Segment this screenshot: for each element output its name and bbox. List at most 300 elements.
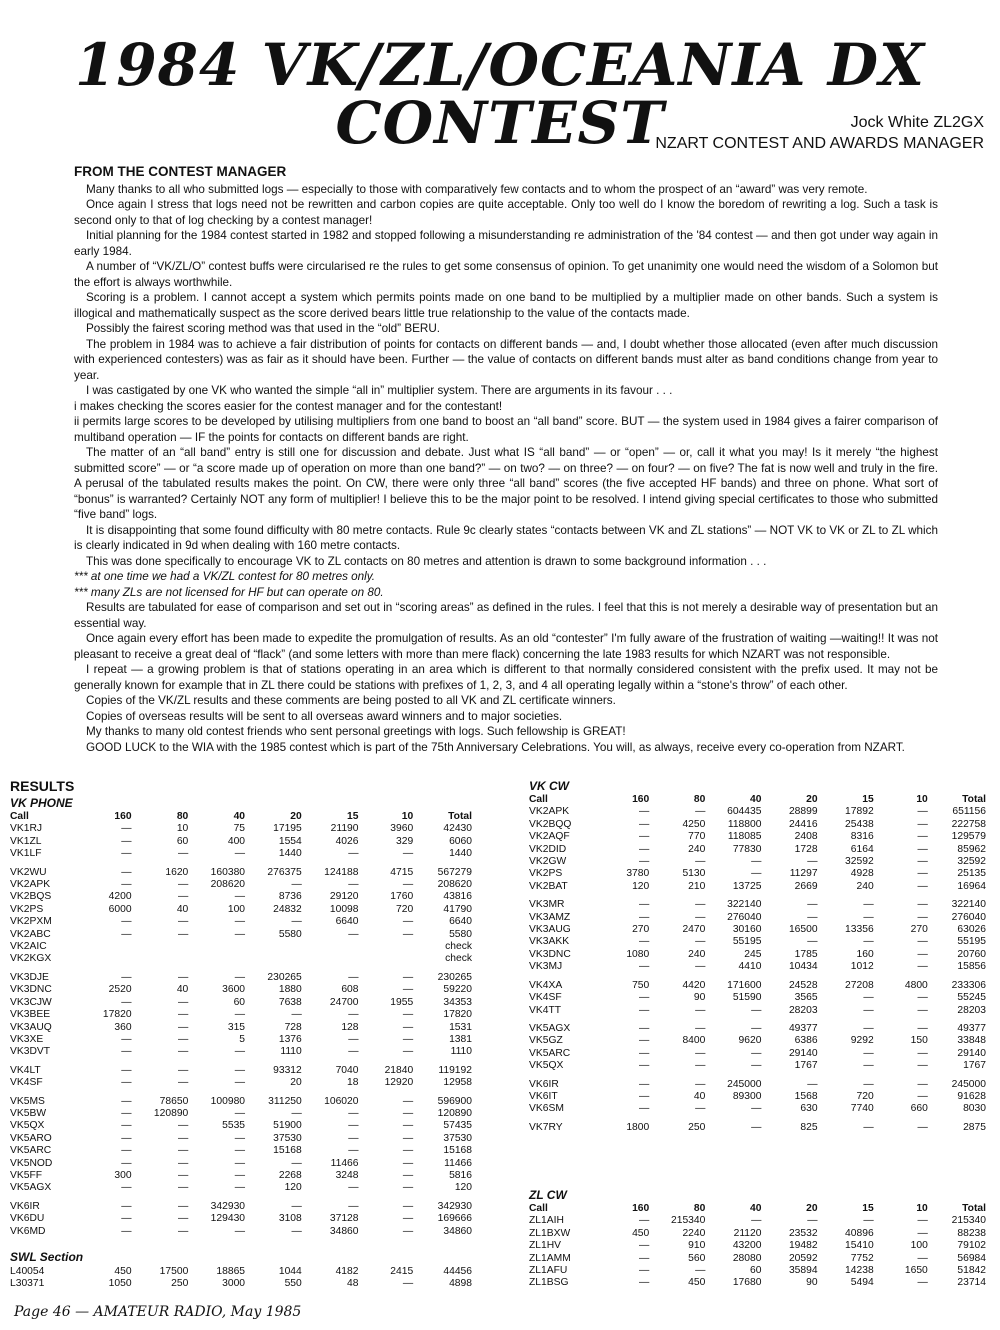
score-cell: 17820	[443, 1009, 472, 1021]
score-cell: —	[917, 1060, 928, 1072]
score-cell	[245, 953, 302, 965]
score-cell: —	[234, 1182, 246, 1194]
score-cell: 1050	[108, 1278, 132, 1290]
score-cell: 29140	[788, 1047, 818, 1059]
table-row	[10, 953, 472, 965]
score-cell: 55245	[957, 992, 986, 1004]
score-cell: 40	[176, 903, 189, 915]
score-cell: 124188	[324, 866, 359, 878]
table-row	[529, 1060, 986, 1072]
score-cell: 25438	[845, 818, 874, 830]
score-cell: 27208	[845, 979, 874, 991]
score-cell: 13356	[845, 924, 874, 936]
score-cell: 276040	[951, 911, 986, 923]
score-cell: —	[178, 1009, 189, 1021]
score-cell: 120	[284, 1182, 302, 1194]
score-cell: —	[638, 831, 650, 843]
call-sign-cell: VK3DVT	[10, 1046, 51, 1058]
score-cell: 4410	[738, 961, 762, 973]
score-cell: —	[234, 1132, 246, 1144]
table-row	[10, 1046, 472, 1058]
score-cell: —	[917, 843, 928, 855]
score-cell: —	[638, 992, 650, 1004]
score-cell: 11466	[444, 1157, 472, 1169]
score-cell: —	[638, 899, 650, 911]
score-cell: 17820	[102, 1009, 132, 1021]
author-role: NZART CONTEST AND AWARDS MANAGER	[655, 135, 984, 152]
score-cell: 1531	[449, 1021, 472, 1033]
score-cell: 171600	[727, 979, 762, 991]
call-sign-cell: ZL1HV	[529, 1240, 562, 1252]
page-footer: Page 46 — AMATEUR RADIO, May 1985	[14, 1304, 302, 1320]
score-cell: 450	[632, 1227, 650, 1239]
call-sign-cell: VK3DNC	[10, 984, 52, 996]
score-cell: 78650	[159, 1095, 189, 1107]
score-cell: —	[234, 1107, 246, 1119]
author-name: Jock White ZL2GX	[850, 114, 984, 131]
score-cell: 16500	[788, 924, 818, 936]
score-cell: —	[178, 1132, 189, 1144]
score-cell: —	[121, 996, 132, 1008]
score-cell: 79102	[957, 1240, 986, 1252]
score-cell: 2240	[682, 1227, 706, 1239]
score-cell: —	[402, 1182, 414, 1194]
score-cell: —	[402, 1021, 414, 1033]
article-paragraph: A number of “VK/ZL/O” contest buffs were circularised re the rules to get some consensus of opinion. To get unanimity one would need the wisdom of a Solomon but the effort is always worthwhile.	[74, 260, 938, 289]
table-row	[529, 819, 986, 831]
score-cell: 10434	[788, 961, 818, 973]
score-cell: 24528	[788, 979, 818, 991]
article-heading: FROM THE CONTEST MANAGER	[74, 164, 287, 179]
table-row	[529, 1253, 986, 1265]
score-cell: —	[178, 928, 189, 940]
score-cell: 85962	[957, 843, 986, 855]
call-sign-cell: VK6MD	[10, 1225, 46, 1237]
score-cell: 1728	[794, 843, 818, 855]
score-cell: —	[751, 1215, 762, 1227]
call-sign-cell: VK5BW	[10, 1107, 47, 1119]
table-row	[10, 1022, 472, 1034]
score-cell: 5	[239, 1033, 246, 1045]
score-cell: 55195	[732, 936, 762, 948]
score-cell: —	[348, 848, 359, 860]
table-row	[529, 992, 986, 1004]
score-cell: 2415	[390, 1266, 414, 1277]
score-cell: 25135	[957, 868, 986, 880]
score-cell: —	[178, 1077, 189, 1089]
score-cell: —	[807, 1078, 818, 1090]
call-sign-cell: VK5ARO	[10, 1132, 52, 1144]
score-cell: —	[291, 1225, 302, 1237]
call-sign-cell: VK4SF	[10, 1077, 43, 1089]
score-cell: 1440	[449, 848, 472, 860]
score-cell: —	[178, 1046, 189, 1058]
call-sign-cell: VK6IT	[529, 1090, 558, 1102]
score-cell: —	[121, 848, 132, 860]
score-cell: —	[638, 1004, 650, 1016]
score-cell: —	[178, 1169, 189, 1181]
score-cell: 20760	[957, 948, 986, 960]
score-cell: —	[402, 971, 414, 983]
score-cell: —	[348, 971, 359, 983]
score-cell: —	[121, 916, 132, 928]
score-cell: 4800	[904, 979, 928, 991]
table-row	[10, 1145, 472, 1157]
table-row	[529, 1023, 986, 1035]
zl-cw-table	[529, 1203, 986, 1290]
score-cell: —	[121, 1095, 132, 1107]
score-cell: 43200	[732, 1240, 762, 1252]
article-paragraph: Once again every effort has been made to expedite the promulgation of results. As an old “contester” I'm fully aware of the frustration of waiting —waiting!! It was not pleasant to receive a great deal of “flack” (and some letters with more than mere flack) concerning the late 1983 results for which NZART was not responsible.	[74, 632, 938, 661]
table-row	[529, 881, 986, 893]
score-cell: —	[638, 1060, 650, 1072]
score-cell: —	[638, 1103, 650, 1115]
score-cell: 450	[114, 1266, 132, 1277]
score-cell: —	[402, 1200, 414, 1212]
zl-cw-heading: ZL CW	[529, 1188, 567, 1202]
score-cell: —	[402, 848, 414, 860]
table-row	[529, 1091, 986, 1103]
score-cell: 42430	[443, 823, 472, 835]
score-cell: —	[695, 1004, 706, 1016]
score-cell: 660	[910, 1103, 928, 1115]
table-row	[529, 980, 986, 992]
article-paragraph: Many thanks to all who submitted logs — especially to those with comparatively few contacts and to whom the prospect of an “award” was very remote.	[86, 182, 868, 196]
table-row	[10, 1120, 472, 1132]
score-cell: 28080	[732, 1252, 762, 1264]
score-cell: 20592	[788, 1252, 818, 1264]
score-cell: —	[751, 1060, 762, 1072]
score-cell: 8316	[850, 831, 874, 843]
score-cell: 342930	[210, 1200, 246, 1212]
article-paragraph: This was done specifically to encourage VK to ZL contacts on 80 metres and attention is drawn to some background information . . .	[86, 554, 767, 568]
score-cell: —	[234, 1077, 246, 1089]
score-cell: 276040	[727, 911, 762, 923]
table-row	[529, 1005, 986, 1017]
score-cell: —	[234, 1225, 246, 1237]
call-sign-cell: VK2ABC	[10, 928, 51, 940]
article-body	[74, 164, 938, 755]
score-cell: 250	[688, 1121, 706, 1133]
table-row	[529, 1122, 986, 1134]
call-sign-cell: VK6IR	[529, 1078, 559, 1090]
score-cell: —	[121, 1200, 132, 1212]
score-cell: —	[178, 879, 189, 891]
score-cell: 88238	[957, 1227, 986, 1239]
score-cell: —	[638, 1078, 650, 1090]
score-cell: —	[638, 843, 650, 855]
score-cell: —	[121, 971, 132, 983]
score-cell: —	[917, 1004, 928, 1016]
call-sign-cell: VK5ARC	[529, 1047, 571, 1059]
score-cell: —	[917, 961, 928, 973]
score-cell: —	[863, 899, 874, 911]
score-cell	[188, 953, 245, 965]
article-paragraphs	[74, 182, 938, 756]
swl-heading: SWL Section	[10, 1250, 84, 1264]
score-cell: —	[695, 1078, 706, 1090]
score-cell: —	[348, 1200, 359, 1212]
table-row	[10, 1034, 472, 1046]
call-sign-cell: VK5AGX	[10, 1182, 52, 1194]
score-cell: 5130	[682, 868, 706, 880]
score-cell: 8400	[682, 1035, 706, 1047]
score-cell: 41790	[443, 903, 472, 915]
score-cell: 89300	[732, 1090, 762, 1102]
score-cell: 40	[176, 984, 189, 996]
score-cell: —	[863, 911, 874, 923]
score-cell: 1800	[626, 1121, 650, 1133]
score-cell	[132, 953, 189, 965]
score-cell: —	[121, 1132, 132, 1144]
column-header: 20	[806, 1203, 818, 1214]
article-paragraph: Initial planning for the 1984 contest started in 1982 and stopped following a misunderstanding re administration of the '84 contest — and then got under way again in early 1984.	[74, 229, 938, 258]
score-cell: 245	[744, 948, 762, 960]
score-cell: —	[348, 1033, 359, 1045]
score-cell: —	[638, 1240, 650, 1252]
score-cell: —	[638, 1022, 650, 1034]
score-cell: 4420	[682, 979, 706, 991]
score-cell: 34860	[443, 1225, 472, 1237]
score-cell: 215340	[951, 1215, 986, 1227]
article-paragraph: *** at one time we had a VK/ZL contest for 80 metres only.	[74, 570, 376, 583]
score-cell: —	[807, 936, 818, 948]
article-paragraph: Once again I stress that logs need not be rewritten and carbon copies are quite acceptable. Only too well do I know the boredom of rewriting a log. Such a task is second only to that of log checking by a contest manager!	[74, 198, 938, 227]
call-sign-cell: VK2APK	[10, 879, 51, 891]
call-sign-cell: VK3AKK	[529, 936, 570, 948]
score-cell: 32592	[957, 856, 986, 868]
table-row	[10, 1170, 472, 1182]
score-cell: 32592	[845, 856, 874, 868]
column-header: 15	[862, 1203, 874, 1214]
score-cell: 120	[454, 1182, 472, 1194]
score-cell: —	[234, 928, 246, 940]
call-sign-cell: VK2BAT	[529, 880, 568, 892]
score-cell: 34860	[329, 1225, 359, 1237]
column-header: 20	[806, 794, 818, 805]
score-cell: —	[178, 1213, 189, 1225]
call-sign-cell: VK1LF	[10, 848, 42, 860]
article-title: 1984 VK/ZL/OCEANIA DX CONTEST	[74, 31, 926, 157]
score-cell: 118085	[727, 831, 762, 843]
table-row	[529, 1228, 986, 1240]
score-cell: —	[917, 1090, 928, 1102]
score-cell: —	[402, 928, 414, 940]
call-sign-cell: VK5ARC	[10, 1145, 52, 1157]
score-cell	[302, 941, 359, 953]
score-cell: —	[638, 856, 650, 868]
call-sign-cell: VK5NOD	[10, 1157, 53, 1169]
table-row	[529, 961, 986, 973]
score-cell: 3780	[626, 868, 650, 880]
score-cell: 91628	[957, 1090, 986, 1102]
score-cell: 129430	[210, 1213, 246, 1225]
score-cell: —	[917, 992, 928, 1004]
call-sign-cell: VK3MR	[529, 899, 565, 911]
score-cell: —	[121, 928, 132, 940]
score-cell: 233306	[951, 979, 986, 991]
call-sign-cell: VK2KGX	[10, 953, 52, 965]
score-cell: 215340	[670, 1215, 706, 1227]
score-cell: —	[291, 1200, 302, 1212]
score-cell: 19482	[788, 1240, 818, 1252]
score-cell: —	[402, 1033, 414, 1045]
score-cell: 18	[347, 1077, 359, 1089]
score-cell: —	[178, 848, 189, 860]
score-cell: —	[863, 1215, 874, 1227]
score-cell: —	[638, 1265, 650, 1277]
column-header: 160	[632, 794, 650, 805]
call-sign-cell: VK5FF	[10, 1169, 43, 1181]
score-cell: —	[402, 1095, 414, 1107]
score-cell: 90	[693, 992, 706, 1004]
column-header: 10	[916, 794, 928, 805]
score-cell: —	[348, 1182, 359, 1194]
call-sign-cell: VK5AGX	[529, 1022, 571, 1034]
article-paragraph: My thanks to many old contest friends who sent personal greetings with logs. Such fellowship is GREAT!	[86, 725, 626, 738]
score-cell: 160380	[210, 866, 246, 878]
score-cell: 2268	[278, 1169, 302, 1181]
score-cell: 1568	[794, 1090, 818, 1102]
article-paragraph: i makes checking the scores easier for the contest manager and for the contestant!	[74, 399, 503, 413]
score-cell: 34353	[443, 996, 472, 1008]
score-cell: 1760	[390, 891, 414, 903]
score-cell: 720	[396, 903, 414, 915]
table-row	[10, 891, 472, 903]
call-sign-cell: VK6IR	[10, 1200, 40, 1212]
score-cell: 100980	[210, 1095, 246, 1107]
score-cell: —	[751, 1103, 762, 1115]
score-cell: —	[917, 868, 928, 880]
score-cell: —	[178, 916, 189, 928]
score-cell: —	[402, 1120, 414, 1132]
score-cell: 1767	[963, 1060, 986, 1072]
score-cell: —	[917, 856, 928, 868]
score-cell: —	[348, 1132, 359, 1144]
score-cell: —	[638, 936, 650, 948]
score-cell: —	[863, 1047, 874, 1059]
table-row	[10, 1065, 472, 1077]
score-cell: —	[695, 1103, 706, 1115]
score-cell: —	[234, 1145, 246, 1157]
score-cell: —	[917, 1078, 928, 1090]
table-header-row	[529, 794, 986, 806]
score-cell: 35894	[788, 1265, 818, 1277]
score-cell: 230265	[437, 971, 472, 983]
score-cell	[245, 941, 302, 953]
article-paragraph: Copies of overseas results will be sent to all overseas award winners and to major societies.	[86, 709, 563, 723]
score-cell: 10098	[329, 903, 359, 915]
score-cell: 1044	[278, 1266, 302, 1277]
call-sign-cell: VK2AQF	[529, 831, 570, 843]
score-cell	[81, 953, 132, 965]
score-cell: 2470	[682, 924, 706, 936]
table-row	[529, 1079, 986, 1091]
score-cell: 1880	[278, 984, 302, 996]
table-row	[10, 984, 472, 996]
score-cell: 270	[632, 924, 650, 936]
score-cell: 30160	[732, 924, 762, 936]
score-cell: 128	[341, 1021, 359, 1033]
table-row	[10, 929, 472, 941]
score-cell: 596900	[437, 1095, 472, 1107]
score-cell: —	[917, 936, 928, 948]
score-cell: 6000	[108, 903, 132, 915]
score-cell: 3248	[335, 1169, 359, 1181]
column-header: 80	[693, 794, 706, 805]
score-cell: —	[863, 1121, 874, 1133]
score-cell: 910	[688, 1240, 706, 1252]
call-sign-cell: VK4LT	[10, 1064, 41, 1076]
score-cell: 48	[347, 1278, 359, 1290]
table-row	[10, 1201, 472, 1213]
call-sign-cell: VK4TT	[529, 1004, 562, 1016]
score-cell: 329	[396, 835, 414, 847]
score-cell: —	[917, 1215, 928, 1227]
score-cell: 245000	[951, 1078, 986, 1090]
score-cell: —	[121, 879, 132, 891]
article-paragraph: GOOD LUCK to the WIA with the 1985 contest which is part of the 75th Anniversary Celebrations. You will, as always, receive every co-operation from NZART.	[86, 740, 905, 754]
score-cell: —	[917, 1277, 928, 1289]
column-header: Total	[962, 794, 986, 805]
call-sign-cell: VK2PXM	[10, 916, 52, 928]
column-header: 10	[916, 1203, 928, 1214]
score-cell: 63026	[957, 924, 986, 936]
score-cell: 60	[750, 1265, 762, 1277]
table-row	[529, 806, 986, 818]
score-cell: —	[917, 1022, 928, 1034]
score-cell: 55195	[957, 936, 986, 948]
score-cell: 1376	[278, 1033, 302, 1045]
score-cell: 315	[227, 1021, 246, 1033]
score-cell: —	[291, 879, 302, 891]
score-cell: 720	[856, 1090, 874, 1102]
score-cell: —	[917, 1227, 928, 1239]
score-cell: 450	[688, 1277, 706, 1289]
article-paragraph: Results are tabulated for ease of comparison and set out in “scoring areas” as defined in the rules. I feel that this is not merely a desirable way of presentation but an essential way.	[74, 601, 938, 630]
score-cell: —	[291, 1009, 302, 1021]
table-row	[529, 1240, 986, 1252]
call-sign-cell: VK4XA	[529, 979, 563, 991]
call-sign-cell: VK5MS	[10, 1095, 45, 1107]
score-cell: —	[751, 1047, 762, 1059]
column-header: Call	[529, 1203, 548, 1214]
score-cell: —	[121, 835, 132, 847]
score-cell: —	[695, 1047, 706, 1059]
article-paragraph: *** many ZLs are not licensed for HF but can operate on 80.	[74, 585, 384, 599]
article-paragraph: I was castigated by one VK who wanted the simple “all in” multiplier system. There are arguments in its favour . . .	[86, 384, 673, 397]
vk-cw-heading: VK CW	[529, 779, 569, 793]
table-row	[529, 868, 986, 880]
table-row	[10, 823, 472, 835]
score-cell: —	[234, 971, 246, 983]
score-cell: 120890	[437, 1107, 472, 1119]
score-cell: 560	[688, 1252, 706, 1264]
article-paragraph: Possibly the fairest scoring method was that used in the “old” BERU.	[86, 322, 441, 335]
column-header: 40	[750, 1203, 762, 1214]
article-paragraph: Scoring is a problem. I cannot accept a system which permits points made on one band to be multiplied by a multiplier made on other bands. Such a system is illogical and mathematically suspect as the score derived bears little true relationship to the value of the contacts made.	[74, 291, 938, 320]
table-row	[10, 1096, 472, 1108]
score-cell: 37530	[273, 1132, 302, 1144]
table-row	[529, 831, 986, 843]
score-cell	[132, 941, 189, 953]
score-cell: 29120	[329, 891, 359, 903]
table-header-row	[10, 811, 472, 823]
score-cell: 12920	[384, 1077, 414, 1089]
score-cell: —	[863, 936, 874, 948]
score-cell: 230265	[267, 971, 302, 983]
call-sign-cell: VK2WU	[10, 866, 47, 878]
